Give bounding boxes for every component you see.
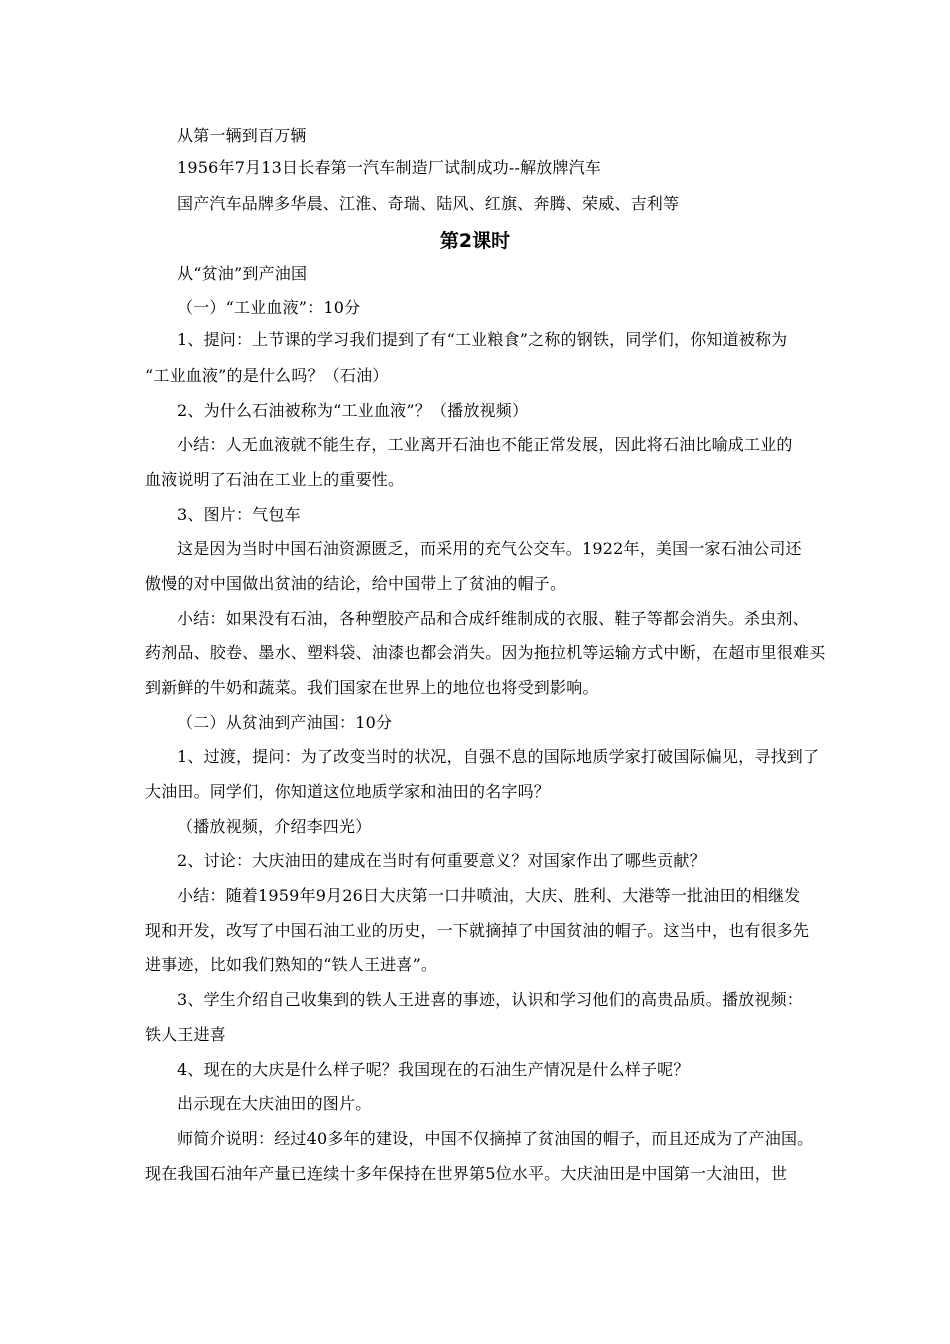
text-line: 小结：随着1959年9月26日大庆第一口井喷油，大庆、胜利、大港等一批油田的相继发 [177, 886, 801, 905]
text-line: 小结：如果没有石油，各种塑胶产品和合成纤维制成的衣服、鞋子等都会消失。杀虫剂、 [177, 609, 809, 628]
text-line: 1、提问：上节课的学习我们提到了有“工业粮食”之称的钢铁，同学们，你知道被称为 [177, 330, 788, 349]
text-line: 铁人王进喜 [145, 1025, 227, 1044]
text-line: 3、图片：气包车 [177, 505, 301, 524]
text-line: 从“贫油”到产油国 [177, 264, 308, 283]
text-line: 4、现在的大庆是什么样子呢？我国现在的石油生产情况是什么样子呢？ [177, 1060, 690, 1079]
text-line: 1956年7月13日长春第一汽车制造厂试制成功--解放牌汽车 [177, 158, 602, 177]
text-line: 2、为什么石油被称为“工业血液”？（播放视频） [177, 401, 529, 420]
text-line: 1、过渡，提问：为了改变当时的状况，自强不息的国际地质学家打破国际偏见，寻找到了 [177, 747, 820, 766]
text-line: 小结：人无血液就不能生存，工业离开石油也不能正常发展，因此将石油比喻成工业的 [177, 435, 793, 454]
text-line: 大油田。同学们，你知道这位地质学家和油田的名字吗？ [145, 782, 551, 801]
text-line: 2、讨论：大庆油田的建成在当时有何重要意义？对国家作出了哪些贡献？ [177, 851, 706, 870]
text-line: 药剂品、胶卷、墨水、塑料袋、油漆也都会消失。因为拖拉机等运输方式中断，在超市里很难买 [145, 643, 826, 662]
section-heading: 第2课时 [439, 230, 511, 252]
text-line: 3、学生介绍自己收集到的铁人王进喜的事迹，认识和学习他们的高贵品质。播放视频： [177, 990, 803, 1009]
text-line: “工业血液”的是什么吗？（石油） [145, 366, 389, 385]
text-line: 出示现在大庆油田的图片。 [177, 1094, 372, 1113]
text-line: 从第一辆到百万辆 [177, 126, 307, 145]
text-line: 师简介说明：经过40多年的建设，中国不仅摘掉了贫油国的帽子，而且还成为了产油国。 [177, 1129, 814, 1148]
text-line: 现和开发，改写了中国石油工业的历史，一下就摘掉了中国贫油的帽子。这当中，也有很多先 [145, 921, 810, 940]
text-line: 现在我国石油年产量已连续十多年保持在世界第5位水平。大庆油田是中国第一大油田，世 [145, 1164, 788, 1183]
text-line: 血液说明了石油在工业上的重要性。 [145, 470, 405, 489]
text-line: 这是因为当时中国石油资源匮乏，而采用的充气公交车。1922年，美国一家石油公司还 [177, 539, 802, 558]
text-line: 到新鲜的牛奶和蔬菜。我们国家在世界上的地位也将受到影响。 [145, 678, 599, 697]
text-line: （播放视频，介绍李四光） [177, 817, 372, 836]
text-line: （二）从贫油到产油国：10分 [177, 713, 393, 732]
text-line: 傲慢的对中国做出贫油的结论，给中国带上了贫油的帽子。 [145, 574, 567, 593]
text-line: （一）“工业血液”：10分 [177, 298, 361, 317]
text-line: 国产汽车品牌多华晨、江淮、奇瑞、陆风、红旗、奔腾、荣威、吉利等 [177, 194, 680, 213]
text-line: 进事迹，比如我们熟知的“铁人王进喜”。 [145, 955, 438, 974]
